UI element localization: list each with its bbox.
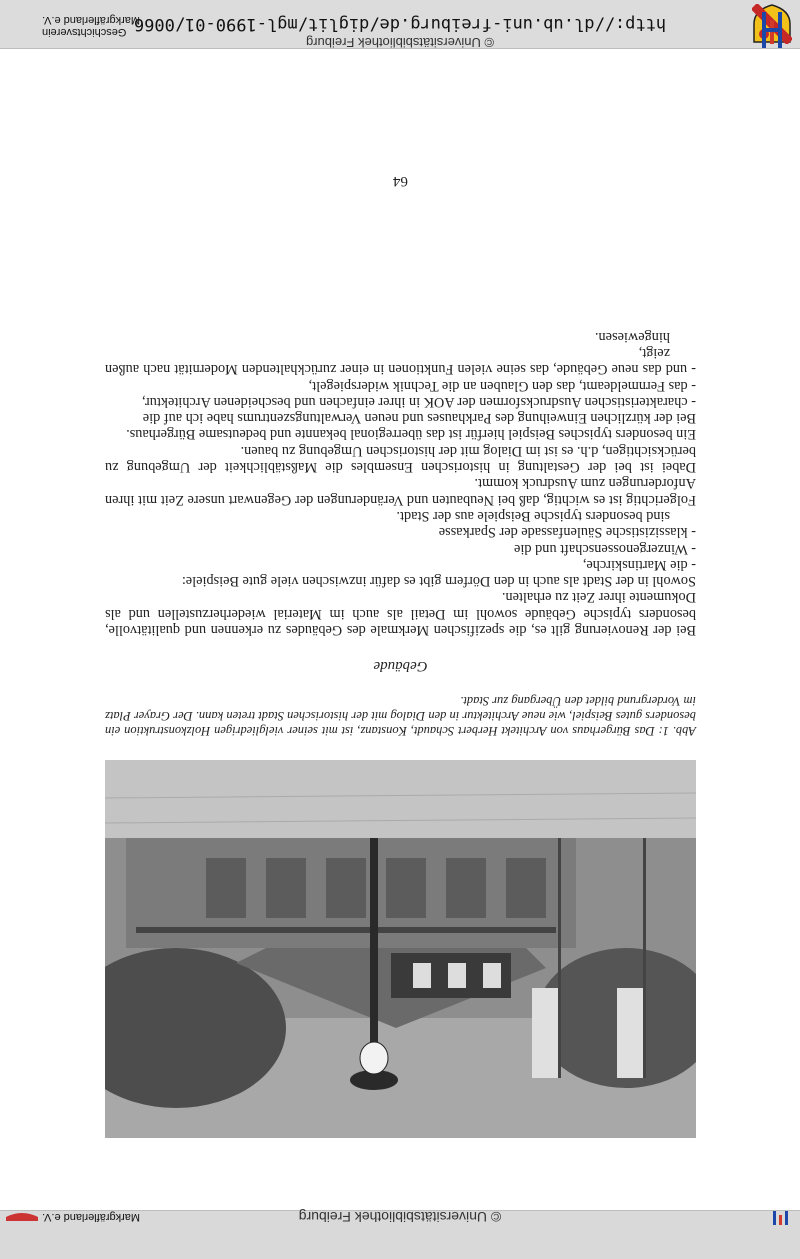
body-text [105,328,696,638]
header-copyright: © Universitätsbibliothek Freiburg [298,1209,502,1225]
society-name-line-2: Markgräflerland e.V. [42,14,141,26]
footer-url-link[interactable]: http://dl.ub.uni-freiburg.de/diglit/mgl-1990-01/0066 [133,14,667,34]
paragraph: sind besonders typische Beispiele aus der Stadt. [396,507,670,524]
header-bar [0,1210,800,1259]
paragraph: Bei der Renovierung gilt es, die spezifischen Merkmale des Gebäudes zu erkennen und qualitätvolle, besonders typische Gebäude sowohl im Detail als auch im Material wiederherzustellen und als Dokumente ihrer Zeit zu erhalten. [105,589,696,638]
list-item: - die Martinskirche, [582,556,696,573]
paragraph: Folgerichtig ist es wichtig, daß bei Neubauten und Veränderungen der Gegenwart unsere Zeit mit ihren Anforderungen zum Ausdruck kommt. [105,475,696,508]
paragraph: hingewiesen. [594,328,670,345]
list-item: - klassizistische Säulenfassade der Sparkasse [438,524,696,541]
photo-drawing [105,760,696,1138]
paragraph: Ein besonders typisches Beispiel hierfür ist das überregional bekannte und bedeutsame Bürgerhaus. [126,426,696,443]
ub-logo-icon [766,1211,794,1225]
list-item: - Winzergenossenschaft und die [514,540,696,557]
ub-logo-icon [752,8,792,48]
society-name-line-1: Geschichtsverein [42,26,127,38]
footer-copyright: © Universitätsbibliothek Freiburg [305,35,495,50]
page-number: 64 [393,173,408,189]
paragraph: Bei der kürzlichen Einweihung des Parkhauses und neuen Verwaltungszentrums habe ich auf die [142,410,696,427]
list-item: - das Fernmeldeamt, das den Glauben an die Technik widerspiegelt, [308,377,696,394]
paragraph: Sowohl in der Stadt als auch in den Dörfern gibt es dafür inzwischen viele gute Beispiele: [181,573,696,590]
list-item: - charakteristischen Ausdrucksformen der AOK in ihrer einfachen und bescheidenen Architektur, [141,393,696,410]
header-society-text: Markgräflerland e.V. [42,1211,141,1223]
figure-caption: Abb. 1: Das Bürgerhaus von Architekt Herbert Schaudt, Konstanz, ist mit seiner vielgliedrigen Holzkonstruktion ein besonders gutes Beispiel, wie neue Architektur in den Dialog mit der historischen Stadt treten kann. Der Grayer Platz im Vordergrund bildet den Übergang zur Stadt. [105,694,696,738]
list-item: - und das neue Gebäude, das seine vielen Funktionen in einer zurückhaltenden Modernität nach außen zeigt, [105,344,696,378]
society-crest-icon [6,1211,38,1221]
section-heading: Gebäude [373,658,428,674]
paragraph: Dabei ist bei der Gestaltung in historischen Ensembles die Maßstäblichkeit der Umgebung zu berücksichtigen, d.h. es ist im Dialog mit der historischen Umgebung zu bauen. [105,442,696,476]
footer-bar [0,0,800,49]
photo-buergerhaus [105,760,696,1138]
